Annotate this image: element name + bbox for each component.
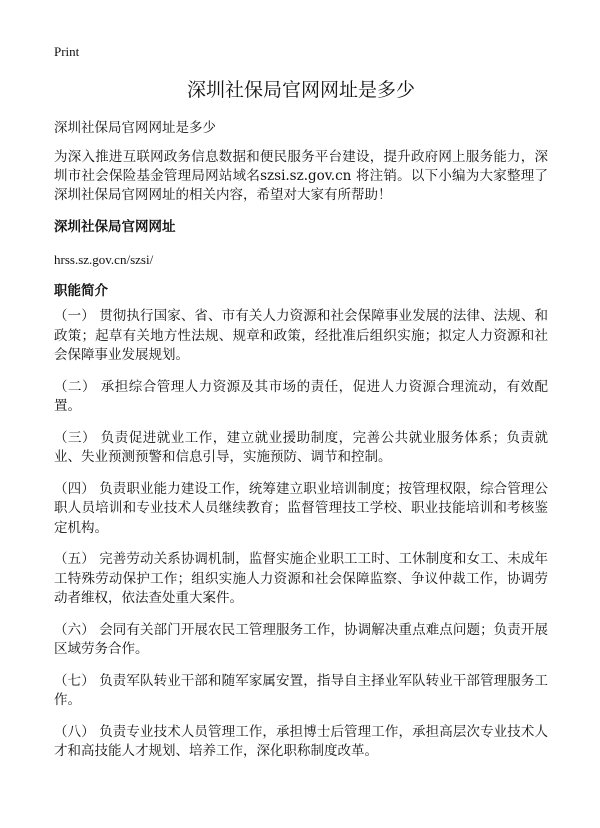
duty-item-1: （一） 贯彻执行国家、省、市有关人力资源和社会保障事业发展的法律、法规、和政策；起草有关地方性法规、规章和政策，经批准后组织实施；拟定人力资源和社会保障事业发展规划。 xyxy=(54,308,548,363)
intro-paragraph: 为深入推进互联网政务信息数据和便民服务平台建设，提升政府网上服务能力，深圳市社会保险基金管理局网站域名szsi.sz.gov.cn 将注销。以下小编为大家整理了深圳社保局官网网址的相关内容，希望对大家有所帮助！ xyxy=(54,149,548,203)
document-page xyxy=(54,44,548,762)
duty-list xyxy=(54,307,548,762)
duty-item-4: （四） 负责职业能力建设工作，统筹建立职业培训制度；按管理权限，综合管理公职人员培训和专业技术人员继续教育；监督管理技工学校、职业技能培训和考核鉴定机构。 xyxy=(54,480,548,536)
duty-item-8: （八） 负责专业技术人员管理工作，承担博士后管理工作，承担高层次专业技术人才和高技能人才规划、培养工作，深化职称制度改革。 xyxy=(54,723,548,759)
duty-item-5: （五） 完善劳动关系协调机制，监督实施企业职工工时、工休制度和女工、未成年工特殊劳动保护工作；组织实施人力资源和社会保障监察、争议仲裁工作，协调劳动者维权，依法查处重大案件。 xyxy=(54,551,548,606)
website-url: hrss.sz.gov.cn/szsi/ xyxy=(54,252,154,267)
duty-item-3: （三） 负责促进就业工作，建立就业援助制度，完善公共就业服务体系；负责就业、失业预测预警和信息引导，实施预防、调节和控制。 xyxy=(54,429,548,465)
duty-item-7: （七） 负责军队转业干部和随军家属安置，指导自主择业军队转业干部管理服务工作。 xyxy=(54,672,548,708)
website-heading: 深圳社保局官网网址 xyxy=(54,219,176,235)
duty-item-2: （二） 承担综合管理人力资源及其市场的责任，促进人力资源合理流动，有效配置。 xyxy=(54,378,548,414)
page-title: 深圳社保局官网网址是多少 xyxy=(186,79,415,101)
functions-heading: 职能简介 xyxy=(54,283,108,299)
print-link[interactable]: Print xyxy=(54,44,80,59)
duty-item-6: （六） 会同有关部门开展农民工管理服务工作，协调解决重点难点问题；负责开展区域劳务合作。 xyxy=(54,621,548,657)
subtitle: 深圳社保局官网网址是多少 xyxy=(54,120,216,136)
